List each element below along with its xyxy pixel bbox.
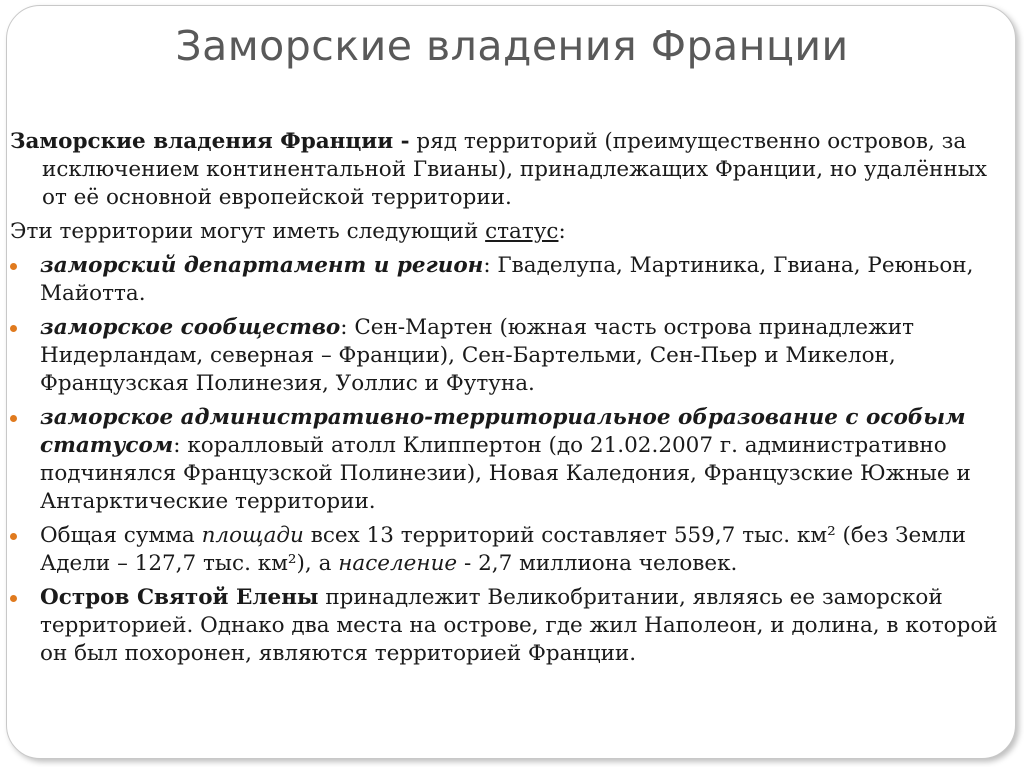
bullet-saint-helena — [10, 584, 1014, 668]
definition-paragraph — [10, 128, 1014, 212]
bullet-term: заморское административно-территориальное образование с особым статусом — [40, 405, 966, 458]
bullet-text: : коралловый атолл Клиппертон (до 21.02.2007 г. административно подчинялся Французской Полинезии), Новая Каледония, Французские Южные и Антарктические территории. — [40, 433, 971, 514]
status-intro — [10, 218, 1014, 246]
saint-helena-term: Остров Святой Елены — [40, 585, 319, 610]
area-word: площади — [201, 523, 304, 548]
bullet-overseas-collectivity — [10, 314, 1014, 398]
status-word: статус — [485, 219, 559, 244]
slide-title: Заморские владения Франции — [175, 22, 849, 70]
definition-text: ряд территорий (преимущественно островов, за исключением континентальной Гвианы), принадлежащих Франции, но удалённых от её основной европейской территории. — [42, 129, 987, 210]
bullet-text: : Сен-Мартен (южная часть острова принадлежит Нидерландам, северная – Франции), Сен-Бартельми, Сен-Пьер и Микелон, Французская Полинезия, Уоллис и Футуна. — [40, 315, 914, 396]
bullet-text: : Гваделупа, Мартиника, Гвиана, Реюньон, Майотта. — [40, 253, 974, 306]
saint-helena-text: принадлежит Великобритании, являясь ее заморской территорией. Однако два места на острове, где жил Наполеон, и долина, в которой он был похоронен, являются территорией Франции. — [40, 585, 998, 666]
bullet-term: заморский департамент и регион — [40, 253, 484, 278]
area-text-3: - 2,7 миллиона человек. — [457, 551, 738, 576]
definition-term: Заморские владения Франции - — [10, 129, 410, 154]
area-text-1: Общая сумма — [40, 523, 202, 548]
bullet-overseas-department — [10, 252, 1014, 308]
bullet-term: заморское сообщество — [40, 315, 341, 340]
status-intro-text: Эти территории могут иметь следующий — [10, 219, 486, 244]
population-word: население — [338, 551, 458, 576]
bullet-special-status — [10, 404, 1014, 516]
area-text-2: всех 13 территорий составляет 559,7 тыс. км² (без Земли Адели – 127,7 тыс. км²), а — [40, 523, 966, 576]
bullet-area-population — [10, 522, 1014, 578]
status-colon: : — [558, 219, 566, 244]
slide-content — [10, 128, 1014, 674]
